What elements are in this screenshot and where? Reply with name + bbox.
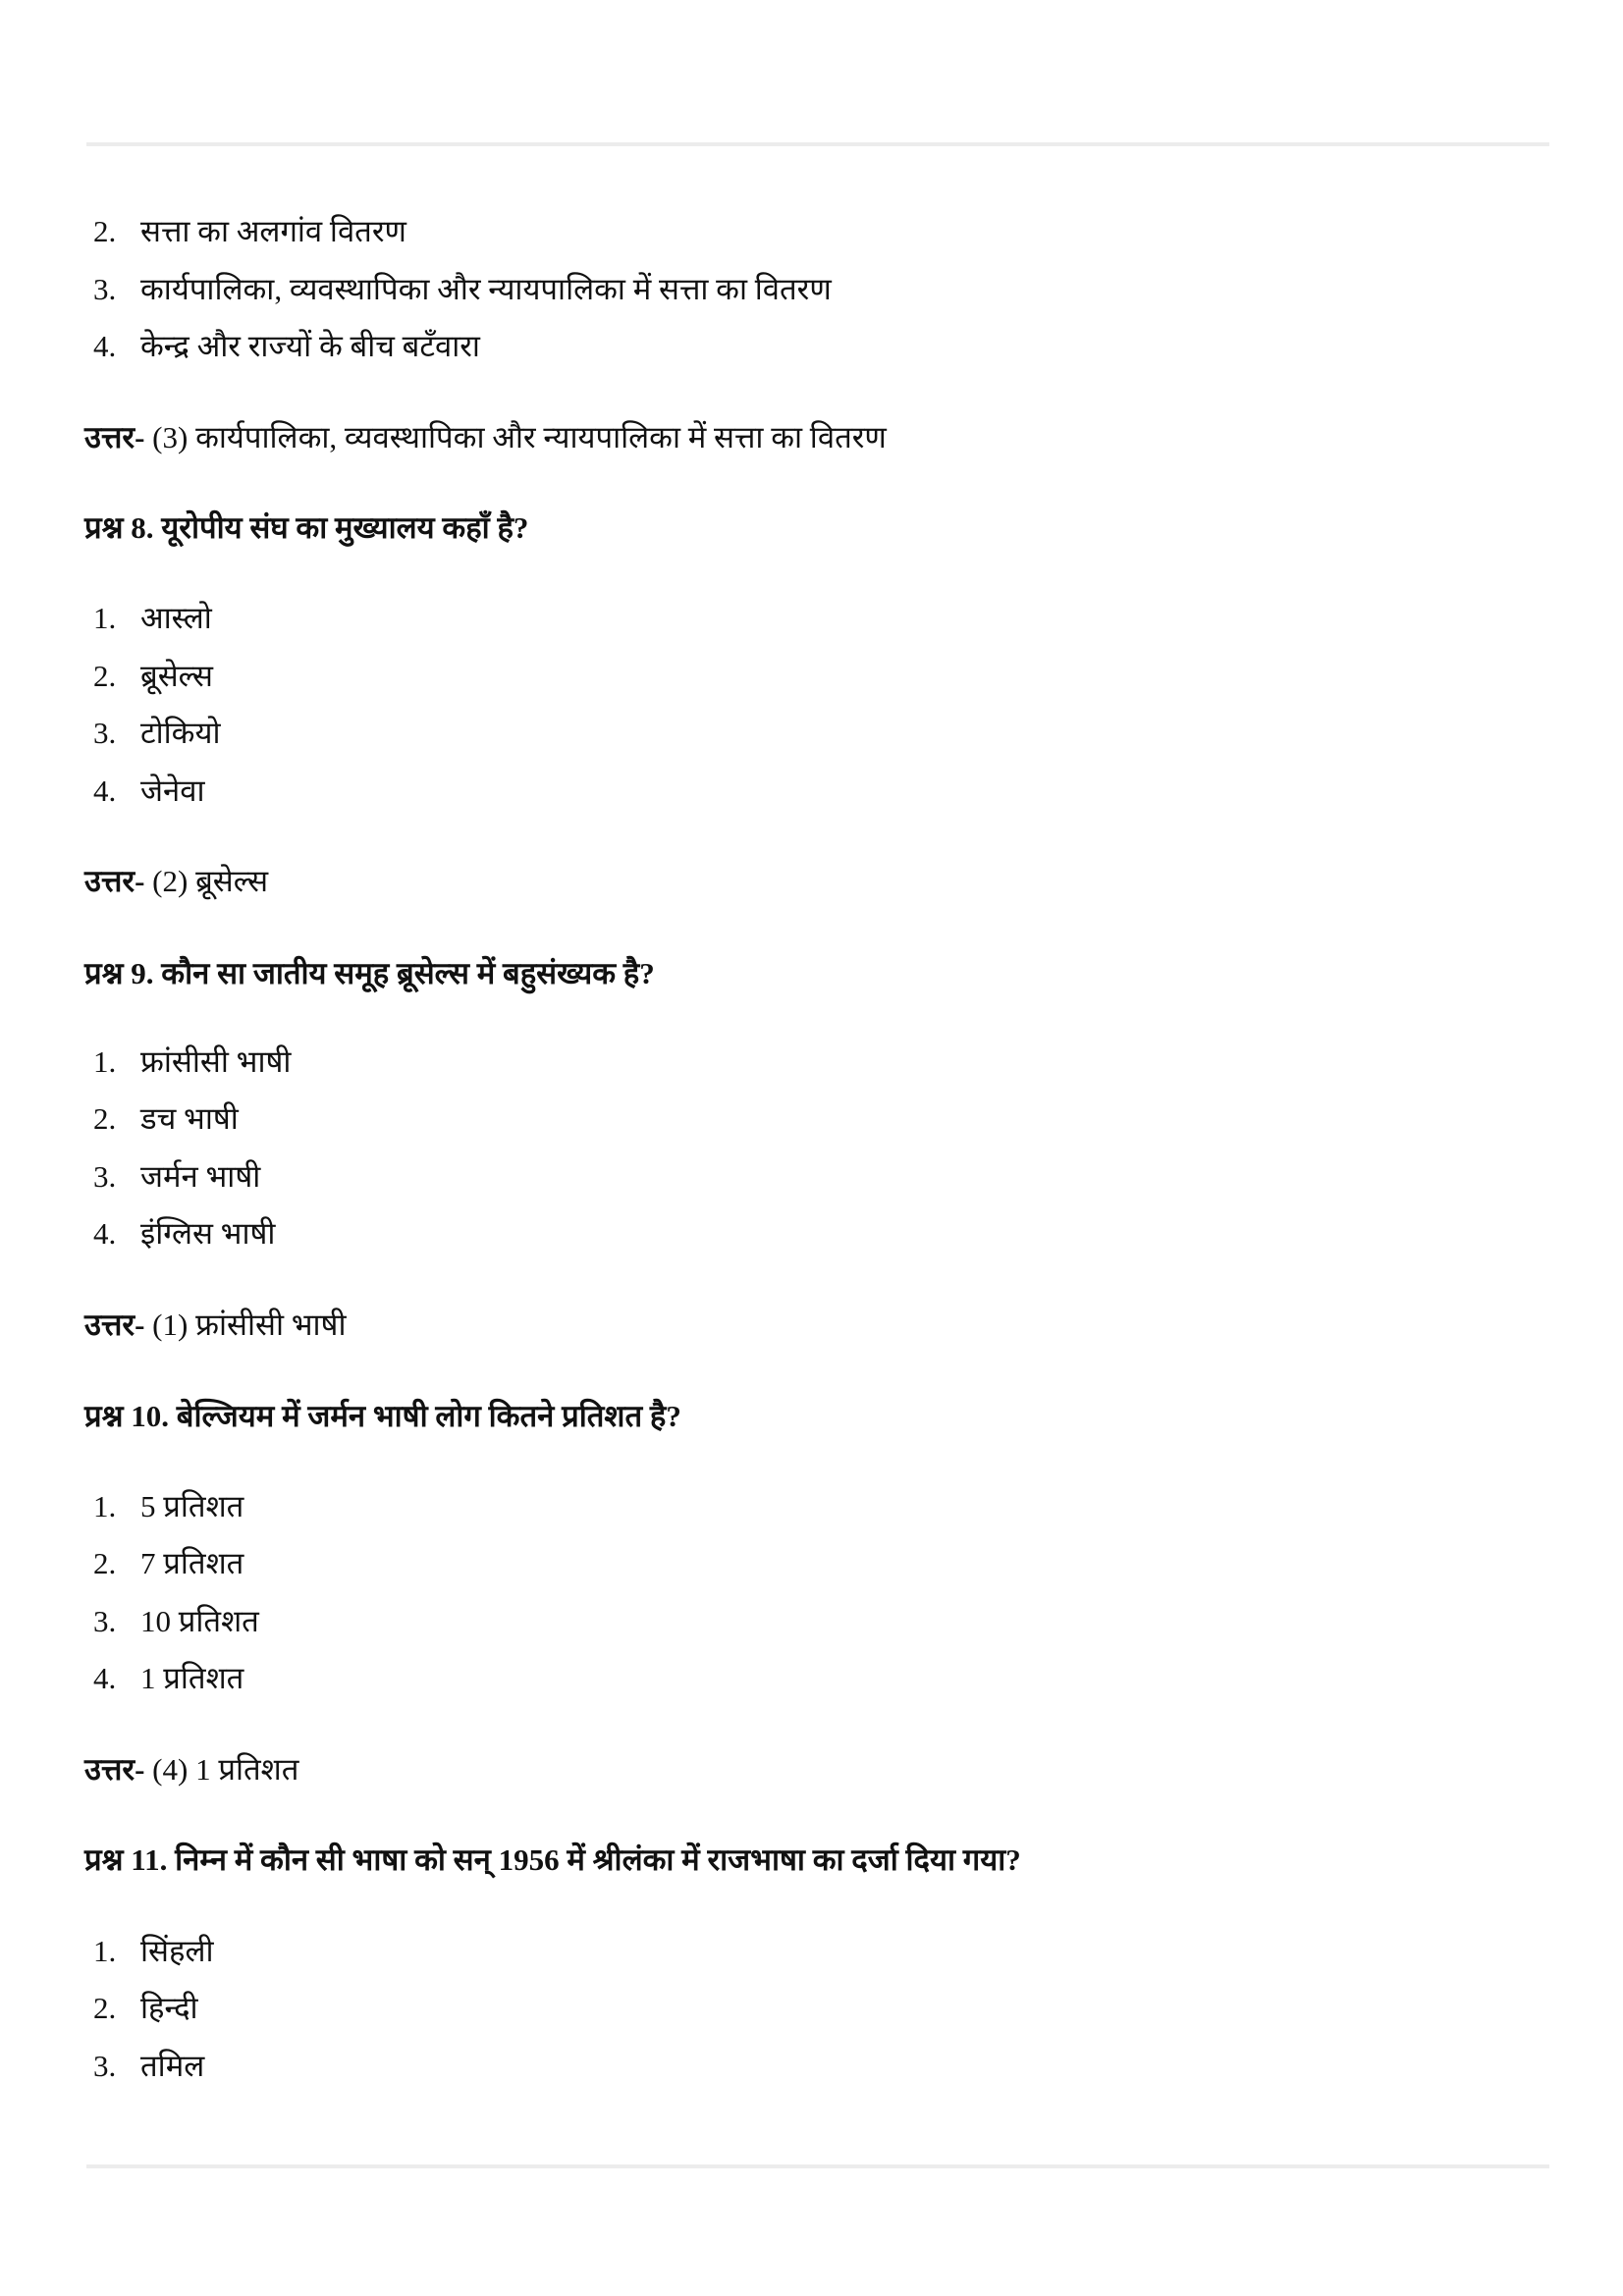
option-text: जेनेवा xyxy=(140,774,205,808)
option-text: फ्रांसीसी भाषी xyxy=(140,1044,292,1079)
option-item xyxy=(0,714,1571,753)
option-item xyxy=(0,1932,1571,1971)
option-number: 3. xyxy=(93,1604,117,1638)
question-title: प्रश्न 11. निम्न में कौन सी भाषा को सन् 1956 में श्रीलंका में राजभाषा का दर्जा दिया गया? xyxy=(84,1842,1021,1877)
option-item xyxy=(0,1157,1571,1197)
option-text: कार्यपालिका, व्यवस्थापिका और न्यायपालिका में सत्ता का वितरण xyxy=(140,272,832,306)
option-number: 3. xyxy=(93,1159,117,1194)
option-number: 2. xyxy=(93,1101,117,1136)
answer-line xyxy=(84,1306,347,1345)
option-number: 2. xyxy=(93,1546,117,1580)
option-item xyxy=(0,1099,1571,1139)
answer-label: उत्तर- xyxy=(84,1752,145,1787)
option-item xyxy=(0,1544,1571,1583)
answer-text: (1) फ्रांसीसी भाषी xyxy=(152,1308,347,1342)
option-item xyxy=(0,1214,1571,1254)
option-text: सिंहली xyxy=(140,1934,214,1968)
option-item xyxy=(0,327,1571,366)
option-number: 1. xyxy=(93,1044,117,1079)
option-item xyxy=(0,1602,1571,1641)
option-text: 7 प्रतिशत xyxy=(140,1546,244,1580)
answer-line xyxy=(84,862,268,901)
option-item xyxy=(0,270,1571,309)
option-text: तमिल xyxy=(140,2049,205,2083)
option-item xyxy=(0,212,1571,251)
option-number: 4. xyxy=(93,1661,117,1695)
answer-text: (2) ब्रूसेल्स xyxy=(152,864,269,898)
question-title: प्रश्न 10. बेल्जियम में जर्मन भाषी लोग कितने प्रतिशत है? xyxy=(84,1399,681,1433)
option-item xyxy=(0,1487,1571,1526)
answer-label: उत्तर- xyxy=(84,864,145,898)
option-text: सत्ता का अलगांव वितरण xyxy=(140,214,406,248)
option-number: 2. xyxy=(93,659,117,693)
option-text: जर्मन भाषी xyxy=(140,1159,261,1194)
option-text: डच भाषी xyxy=(140,1101,239,1136)
option-item xyxy=(0,599,1571,638)
option-text: ब्रूसेल्स xyxy=(140,659,213,693)
option-item xyxy=(0,1989,1571,2028)
option-item xyxy=(0,1042,1571,1082)
answer-line xyxy=(84,1750,298,1789)
option-text: केन्द्र और राज्यों के बीच बटँवारा xyxy=(140,329,480,363)
option-item xyxy=(0,657,1571,696)
option-number: 3. xyxy=(93,716,117,750)
question-title: प्रश्न 9. कौन सा जातीय समूह ब्रूसेल्स में बहुसंख्यक है? xyxy=(84,956,655,990)
answer-line xyxy=(84,418,887,457)
bottom-divider xyxy=(86,2164,1549,2168)
answer-text: (4) 1 प्रतिशत xyxy=(152,1752,299,1787)
option-text: टोकियो xyxy=(140,716,221,750)
answer-label: उत्तर- xyxy=(84,1308,145,1342)
option-text: इंग्लिस भाषी xyxy=(140,1216,276,1251)
option-number: 4. xyxy=(93,774,117,808)
option-text: 1 प्रतिशत xyxy=(140,1661,244,1695)
option-number: 2. xyxy=(93,1991,117,2025)
option-item xyxy=(0,1659,1571,1698)
option-text: 10 प्रतिशत xyxy=(140,1604,259,1638)
answer-label: उत्तर- xyxy=(84,420,145,454)
option-number: 1. xyxy=(93,601,117,635)
option-number: 4. xyxy=(93,329,117,363)
option-item xyxy=(0,2047,1571,2086)
option-item xyxy=(0,772,1571,811)
option-text: आस्लो xyxy=(140,601,212,635)
option-number: 2. xyxy=(93,214,117,248)
top-divider xyxy=(86,142,1549,146)
question-title: प्रश्न 8. यूरोपीय संघ का मुख्यालय कहाँ है? xyxy=(84,510,529,545)
answer-text: (3) कार्यपालिका, व्यवस्थापिका और न्यायपालिका में सत्ता का वितरण xyxy=(152,420,887,454)
option-number: 3. xyxy=(93,272,117,306)
option-number: 3. xyxy=(93,2049,117,2083)
option-text: 5 प्रतिशत xyxy=(140,1489,244,1523)
option-number: 4. xyxy=(93,1216,117,1251)
option-number: 1. xyxy=(93,1934,117,1968)
option-text: हिन्दी xyxy=(140,1991,198,2025)
option-number: 1. xyxy=(93,1489,117,1523)
